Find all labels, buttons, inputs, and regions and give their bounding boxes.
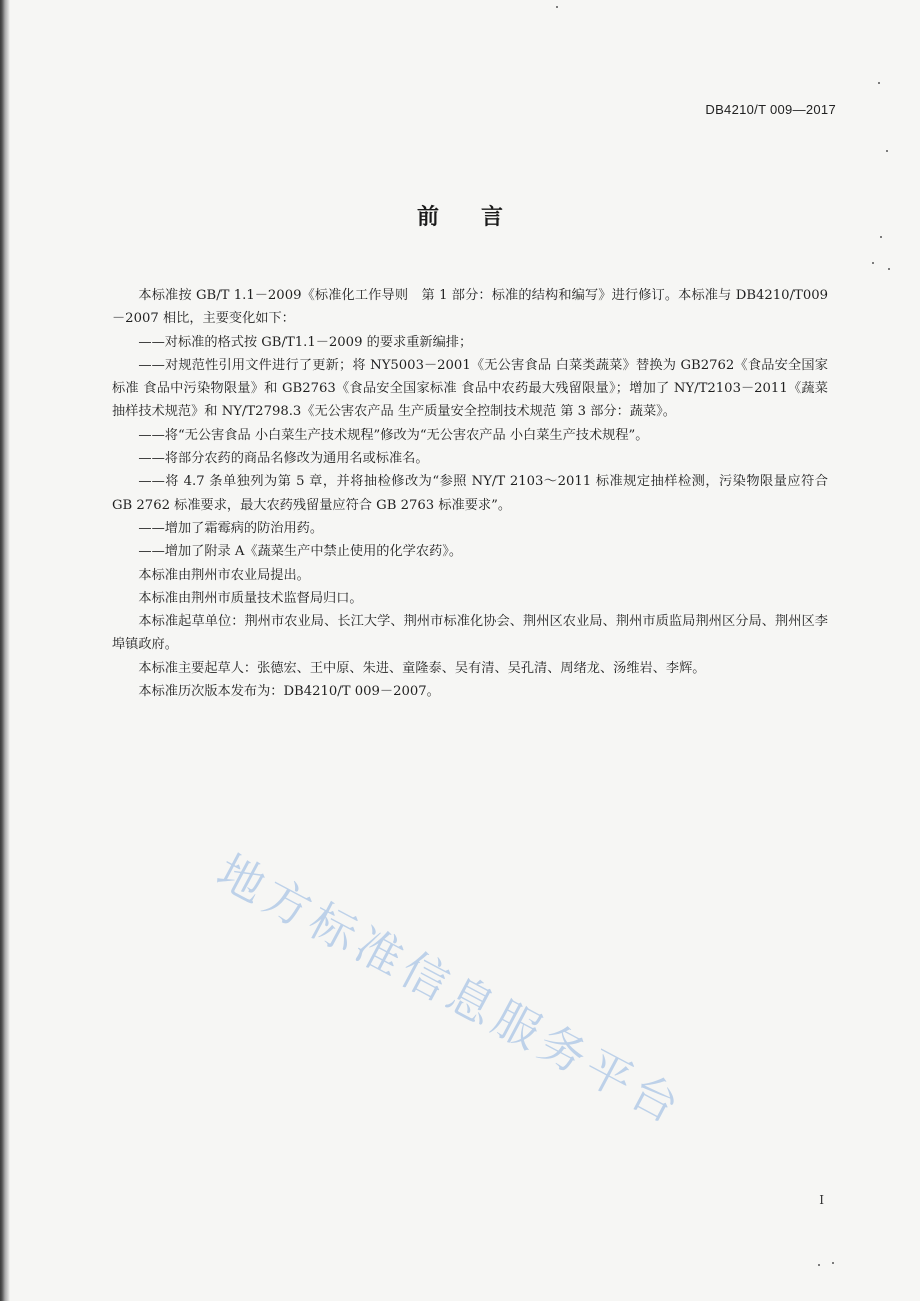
paragraph-change-chapter: ——将 4.7 条单独列为第 5 章，并将抽检修改为“参照 NY/T 2103～2011 标准规定抽样检测，污染物限量应符合 GB 2762 标准要求，最大农药残留量应符合 GB 2763 标准要求”。 xyxy=(112,474,828,513)
scan-speck xyxy=(818,1264,820,1266)
scan-speck xyxy=(886,150,888,152)
paragraph-responsible: 本标准由荆州市质量技术监督局归口。 xyxy=(138,590,363,606)
paragraph-change-annex: ——增加了附录 A《蔬菜生产中禁止使用的化学农药》。 xyxy=(138,544,463,560)
scan-speck xyxy=(556,6,558,8)
paragraph-history: 本标准历次版本发布为：DB4210/T 009－2007。 xyxy=(138,684,440,700)
paragraph-change-references: ——对规范性引用文件进行了更新；将 NY5003－2001《无公害食品 白菜类蔬菜》替换为 GB2762《食品安全国家标准 食品中污染物限量》和 GB2763《食品安全国家标准 食品中农药最大残留限量》；增加了 NY/T2103－2011《蔬菜抽样技术规范》和 NY/T2798.3《无公害农产品 生产质量安全控制技术规范 第 3 部分：蔬菜》。 xyxy=(112,357,828,420)
page-title: 前言 xyxy=(416,205,545,230)
scan-speck xyxy=(872,262,874,264)
document-code: DB4210/T 009—2017 xyxy=(705,102,836,117)
paragraph-change-format: ——对标准的格式按 GB/T1.1－2009 的要求重新编排； xyxy=(138,334,473,350)
paragraph-proposer: 本标准由荆州市农业局提出。 xyxy=(138,567,310,583)
scan-speck xyxy=(832,1262,834,1264)
paragraph-change-title: ——将“无公害食品 小白菜生产技术规程”修改为“无公害农产品 小白菜生产技术规程”。 xyxy=(138,427,649,443)
watermark-text: 地方标准信息服务平台 xyxy=(208,843,693,1136)
paragraph-drafters: 本标准主要起草人：张德宏、王中原、朱进、童隆泰、吴有清、吴孔清、周绪龙、汤维岩、李辉。 xyxy=(138,660,706,676)
paragraph-change-pesticide-names: ——将部分农药的商品名修改为通用名或标准名。 xyxy=(138,451,429,467)
scan-speck xyxy=(888,268,890,270)
scan-speck xyxy=(880,236,882,238)
page-number: I xyxy=(819,1193,824,1207)
paragraph-change-mildew: ——增加了霜霉病的防治用药。 xyxy=(138,520,324,536)
scan-speck xyxy=(878,82,880,84)
paragraph-intro: 本标准按 GB/T 1.1－2009《标准化工作导则 第 1 部分：标准的结构和编写》进行修订。本标准与 DB4210/T009－2007 相比，主要变化如下： xyxy=(112,288,828,327)
paragraph-drafting-units: 本标准起草单位：荆州市农业局、长江大学、荆州市标准化协会、荆州区农业局、荆州市质监局荆州区分局、荆州区李埠镇政府。 xyxy=(112,614,828,653)
foreword-body xyxy=(112,284,828,703)
scan-edge-shadow xyxy=(0,0,10,1301)
